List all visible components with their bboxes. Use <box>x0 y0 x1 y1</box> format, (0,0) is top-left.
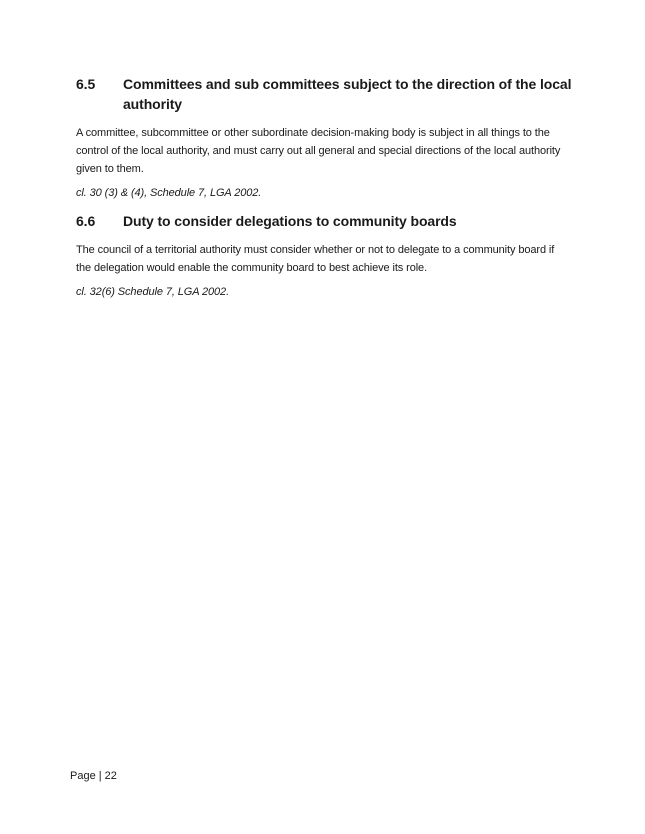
body-line: A committee, subcommittee or other subordinate decision-making body is subject in all things to the <box>76 127 550 139</box>
section-heading <box>76 211 621 231</box>
section-title-line: Duty to consider delegations to community boards <box>123 213 457 229</box>
section-6-5 <box>76 74 621 202</box>
body-line: control of the local authority, and must carry out all general and special directions of the local authority <box>76 145 561 157</box>
section-body-paragraph <box>76 124 621 178</box>
section-body-paragraph <box>76 241 621 277</box>
page-number-footer: Page | 22 <box>70 770 117 782</box>
body-line: given to them. <box>76 163 144 175</box>
legal-citation: cl. 32(6) Schedule 7, LGA 2002. <box>76 286 230 298</box>
section-title <box>123 211 621 231</box>
body-line: the delegation would enable the community board to best achieve its role. <box>76 262 428 274</box>
legal-citation: cl. 30 (3) & (4), Schedule 7, LGA 2002. <box>76 187 262 199</box>
section-6-6 <box>76 211 621 301</box>
section-title-line: authority <box>123 96 182 112</box>
section-heading <box>76 74 621 114</box>
section-title <box>123 74 621 114</box>
section-title-line: Committees and sub committees subject to the direction of the local <box>123 76 572 92</box>
section-number: 6.6 <box>76 213 96 229</box>
page-content <box>76 74 621 310</box>
section-number: 6.5 <box>76 76 96 92</box>
body-line: The council of a territorial authority must consider whether or not to delegate to a community board if <box>76 244 555 256</box>
